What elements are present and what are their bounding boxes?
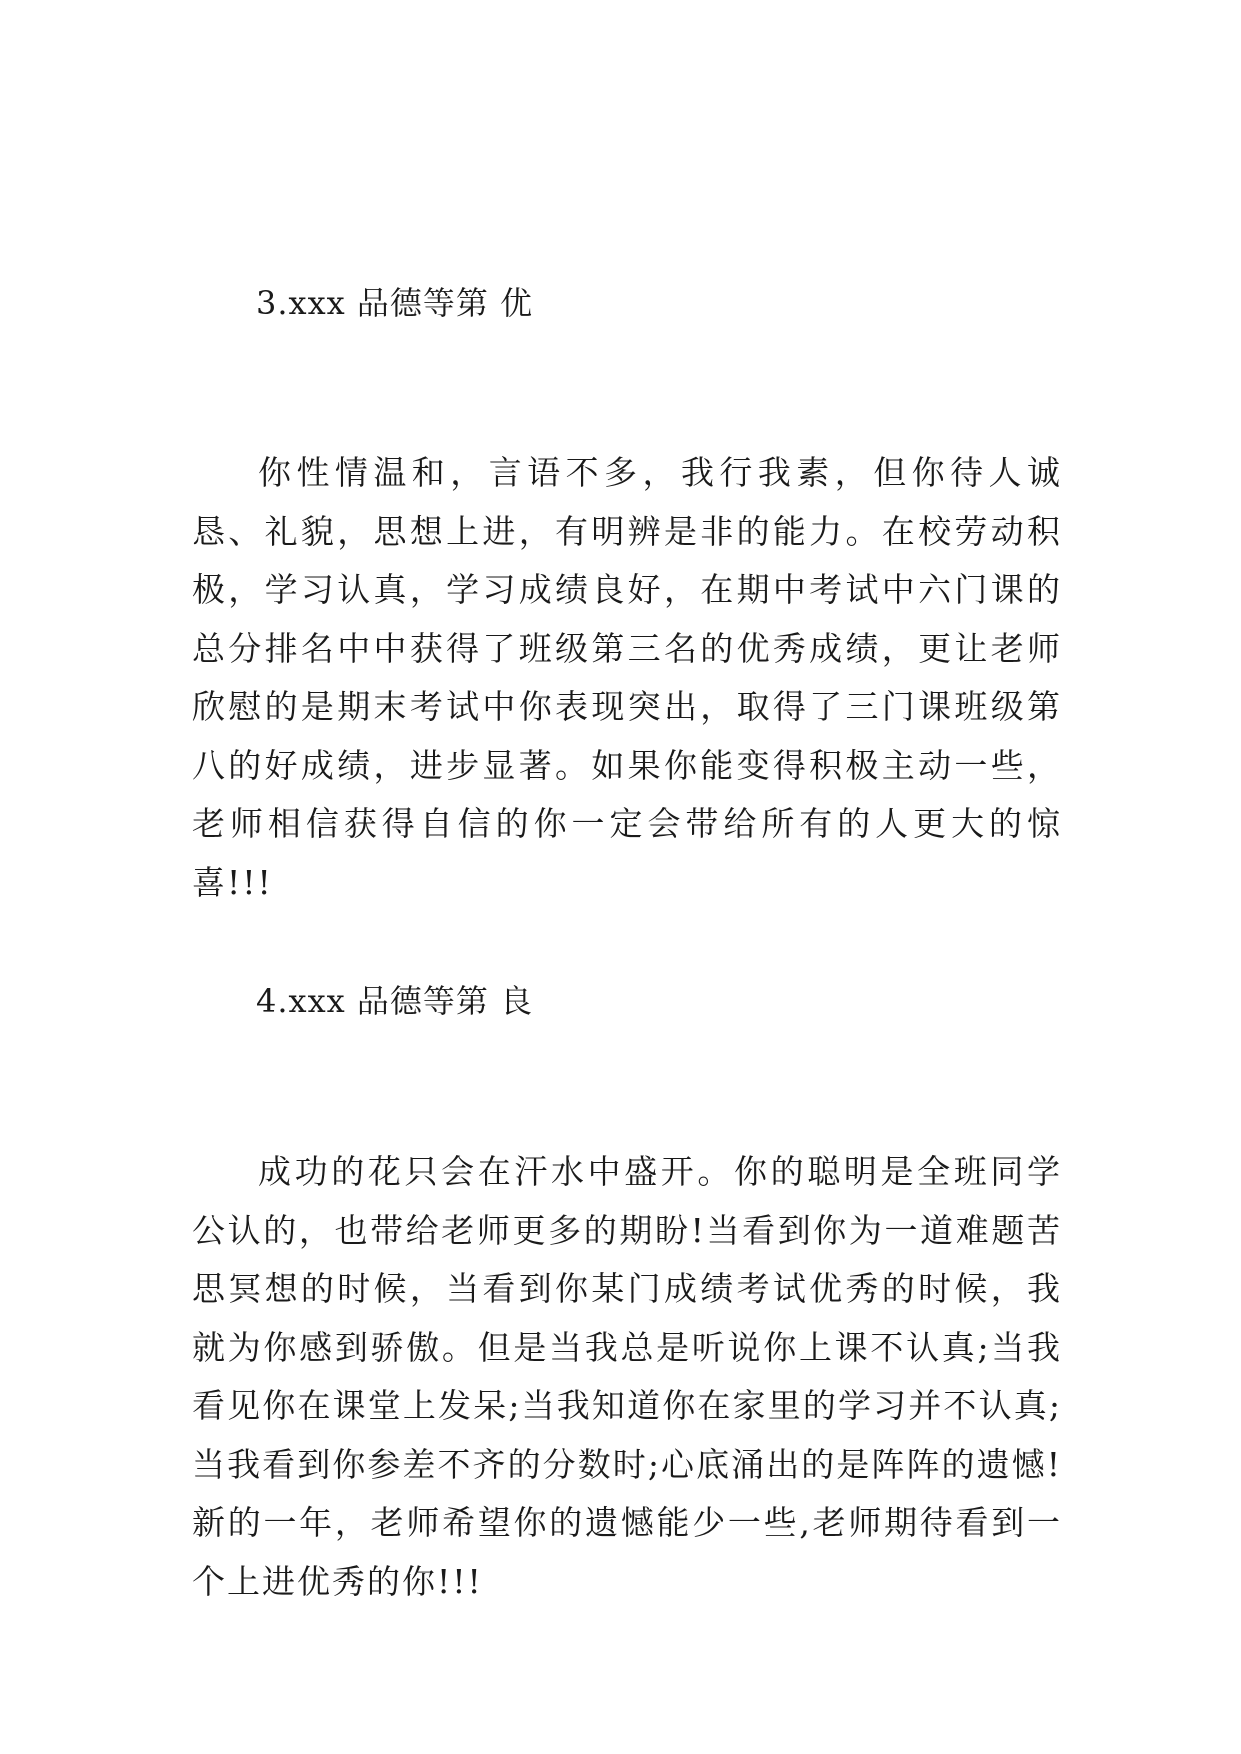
- comment-body: 你性情温和，言语不多，我行我素，但你待人诚恳、礼貌，思想上进，有明辨是非的能力。在校劳动积极，学习认真，学习成绩良好，在期中考试中六门课的总分排名中中获得了班级第三名的优秀成绩，更让老师欣慰的是期末考试中你表现突出，取得了三门课班级第八的好成绩，进步显著。如果你能变得积极主动一些，老师相信获得自信的你一定会带给所有的人更大的惊喜!!!: [192, 453, 1062, 902]
- comment-heading: 4.xxx 品德等第 良: [256, 982, 534, 1020]
- comment-heading: 3.xxx 品德等第 优: [256, 284, 534, 322]
- comment-body: 成功的花只会在汗水中盛开。你的聪明是全班同学公认的，也带给老师更多的期盼!当看到你为一道难题苦思冥想的时候，当看到你某门成绩考试优秀的时候，我就为你感到骄傲。但是当我总是听说你上课不认真;当我看见你在课堂上发呆;当我知道你在家里的学习并不认真;当我看到你参差不齐的分数时;心底涌出的是阵阵的遗憾!新的一年，老师希望你的遗憾能少一些,老师期待看到一个上进优秀的你!!!: [192, 1152, 1062, 1601]
